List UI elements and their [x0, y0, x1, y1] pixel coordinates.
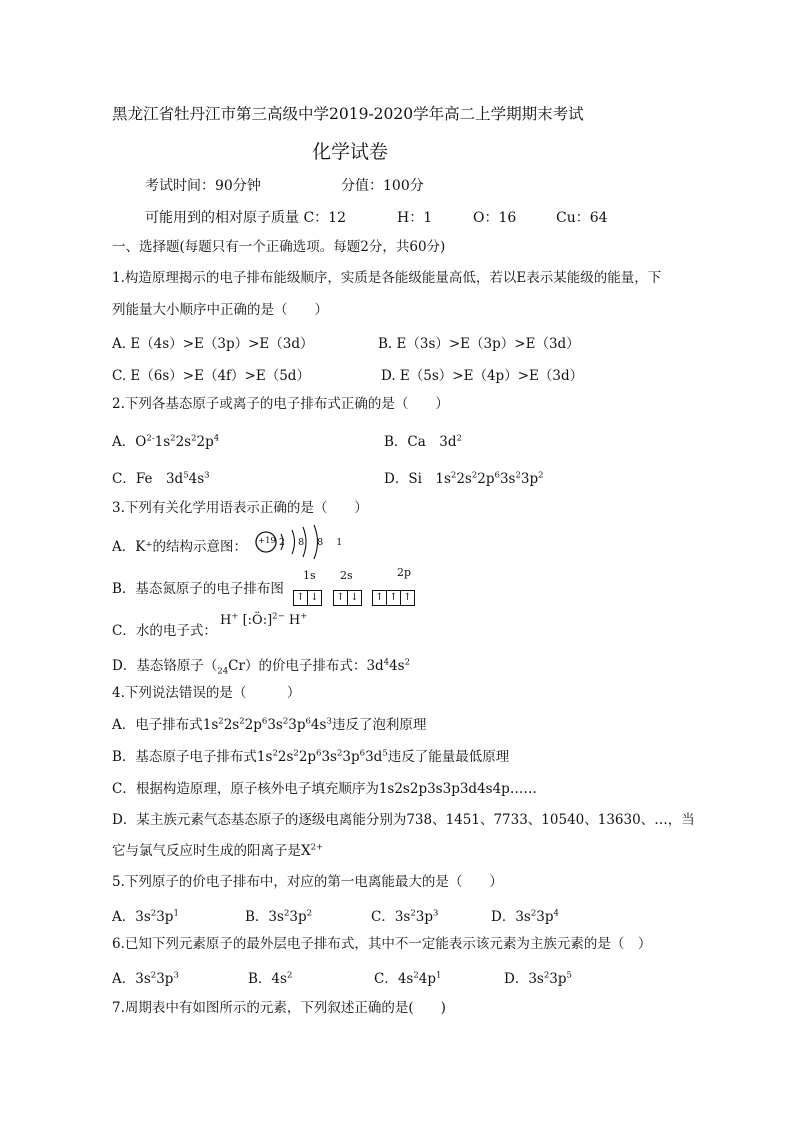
- q5-option-d: D．$3s^23p^4$: [491, 908, 559, 925]
- mass-h: H：1: [397, 210, 433, 226]
- q5-stem: 5.下列原子的价电子排布中，对应的第一电离能最大的是（ ）: [112, 874, 503, 890]
- mass-cu: Cu：64: [556, 210, 608, 226]
- q6-option-b: B．$4s^2$: [248, 970, 293, 987]
- q6-option-c: C．$4s^24p^1$: [374, 970, 442, 987]
- q7-stem: 7.周期表中有如图所示的元素，下列叙述正确的是( ): [112, 1000, 446, 1016]
- shell-electrons: 2 8 8 1: [279, 537, 348, 548]
- orbital-2s-box: ↑ ↓: [333, 585, 361, 606]
- q4-option-c: C．根据构造原理，原子核外电子填充顺序为1s2s2p3s3p3d4s4p……: [112, 781, 537, 797]
- q2-option-c: C．Fe $3d^54s^3$: [112, 470, 210, 487]
- q1-option-d: D. E（5s）>E（4p）>E（3d）: [381, 368, 584, 384]
- paper-subtitle: 化学试卷: [312, 141, 389, 163]
- q1-option-a: A. E（4s）>E（3p）>E（3d）: [112, 336, 314, 352]
- q2-option-a: A．$O^{2-}1s^22s^22p^4$: [112, 433, 220, 450]
- orbital-2s-label: 2s: [340, 569, 353, 582]
- q4-option-a: A．电子排布式$1s^22s^22p^63s^23p^64s^3$违反了泡利原理: [112, 716, 427, 733]
- section-heading: 一、选择题(每题只有一个正确选项。每题2分，共60分): [112, 239, 446, 255]
- mass-o: O：16: [473, 210, 517, 226]
- q4-option-d-line2: 它与氯气反应时生成的阳离子是$X^{2+}$: [112, 842, 324, 859]
- exam-score: 分值：100分: [341, 178, 424, 194]
- q2-option-b: B．Ca $3d^2$: [384, 433, 462, 450]
- q1-stem-line2: 列能量大小顺序中正确的是（ ）: [112, 302, 328, 318]
- q3-option-c-label: C．水的电子式：: [112, 623, 217, 639]
- q5-option-a: A．$3s^23p^1$: [112, 908, 179, 925]
- q1-option-b: B. E（3s）>E（3p）>E（3d）: [378, 336, 580, 352]
- water-electron-formula: H+ [:Ö:]$^{2-}$ H+: [220, 611, 308, 628]
- atomic-masses-label: 可能用到的相对原子质量 C：12: [145, 210, 346, 226]
- exam-time: 考试时间：90分钟: [145, 178, 261, 194]
- q5-option-c: C．$3s^23p^3$: [371, 908, 439, 925]
- q6-option-d: D．$3s^23p^5$: [504, 970, 572, 987]
- q1-stem-line1: 1.构造原理揭示的电子排布能级顺序，实质是各能级能量高低，若以E表示某能级的能量，下: [112, 270, 662, 286]
- q4-option-b: B．基态原子电子排布式$1s^22s^22p^63s^23p^63d^5$违反了能量最低原理: [112, 748, 510, 765]
- q2-stem: 2.下列各基态原子或离子的电子排布式正确的是（ ）: [112, 396, 449, 412]
- q4-stem: 4.下列说法错误的是（ ）: [112, 685, 301, 701]
- q6-option-a: A．$3s^23p^3$: [112, 970, 179, 987]
- nucleus-charge: +19: [258, 536, 276, 546]
- q1-option-c: C. E（6s）>E（4f）>E（5d）: [112, 368, 310, 384]
- q3-stem: 3.下列有关化学用语表示正确的是（ ）: [112, 500, 368, 516]
- exam-title: 黑龙江省牡丹江市第三高级中学2019-2020学年高二上学期期末考试: [112, 105, 584, 123]
- orbital-2p-label: 2p: [397, 566, 412, 579]
- q6-stem: 6.已知下列元素原子的最外层电子排布式，其中不一定能表示该元素为主族元素的是（ ）: [112, 936, 652, 952]
- orbital-2p-box: ↑ ↑ ↑: [372, 585, 414, 606]
- q2-option-d: D．Si $1s^22s^22p^63s^23p^2$: [384, 470, 544, 487]
- q4-option-d-line1: D．某主族元素气态基态原子的逐级电离能分别为738、1451、7733、10540、13630、…，当: [112, 812, 695, 828]
- q5-option-b: B．$3s^23p^2$: [245, 908, 313, 925]
- q3-option-d: D．基态铬原子$(_{24}Cr)$的价电子排布式：$3d^44s^2$: [112, 657, 411, 677]
- orbital-1s-label: 1s: [303, 569, 316, 582]
- q3-option-b-label: B．基态氮原子的电子排布图: [112, 581, 284, 597]
- orbital-1s-box: ↑ ↓: [293, 585, 321, 606]
- q3-option-a-label: A．K⁺的结构示意图：: [112, 539, 247, 555]
